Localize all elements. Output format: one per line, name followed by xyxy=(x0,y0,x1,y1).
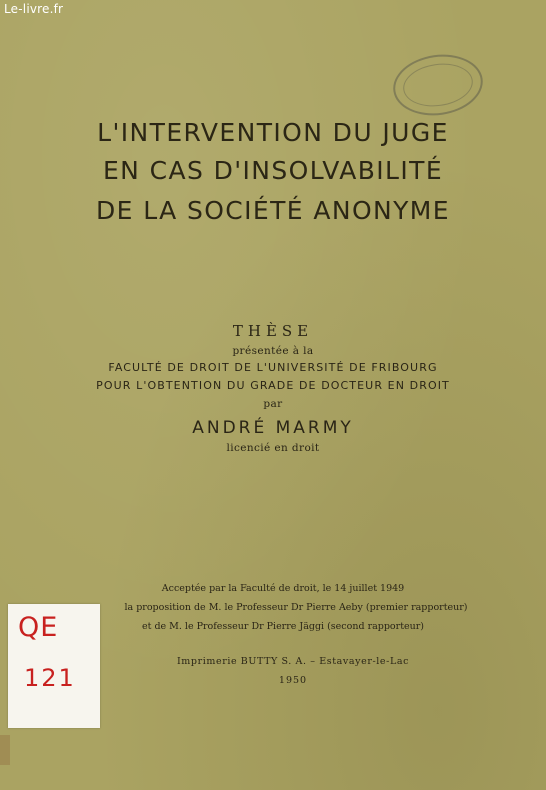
year-line: 1950 xyxy=(278,675,308,686)
faculte-text: FACULTÉ DE DROIT DE L'UNIVERSITÉ DE FRIBOURG xyxy=(108,361,438,374)
acceptance-line-1: Acceptée par la Faculté de droit, le 14 juillet 1949 xyxy=(161,583,405,594)
presentee-text: présentée à la xyxy=(232,345,314,357)
printer-line: Imprimerie BUTTY S. A. – Estavayer-le-Lac xyxy=(176,656,410,667)
title-line-3: DE LA SOCIÉTÉ ANONYME xyxy=(96,196,450,225)
par-text: par xyxy=(263,398,283,410)
these-heading: THÈSE xyxy=(232,322,314,340)
acceptance-line-3: et de M. le Professeur Dr Pierre Jäggi (second rapporteur) xyxy=(141,621,425,632)
title-line-2: EN CAS D'INSOLVABILITÉ xyxy=(102,156,444,185)
shelf-label-number: 121 xyxy=(24,664,76,692)
shelf-label xyxy=(8,604,100,728)
tape-strip xyxy=(0,735,10,765)
author-name: ANDRÉ MARMY xyxy=(192,418,354,438)
obtention-text: POUR L'OBTENTION DU GRADE DE DOCTEUR EN DROIT xyxy=(96,379,450,392)
acceptance-line-2: la proposition de M. le Professeur Dr Pierre Aeby (premier rapporteur) xyxy=(124,602,468,613)
watermark: Le-livre.fr xyxy=(4,2,64,16)
title-line-1: L'INTERVENTION DU JUGE xyxy=(97,118,449,147)
author-title: licencié en droit xyxy=(226,442,320,454)
shelf-label-code: QE xyxy=(18,612,59,643)
